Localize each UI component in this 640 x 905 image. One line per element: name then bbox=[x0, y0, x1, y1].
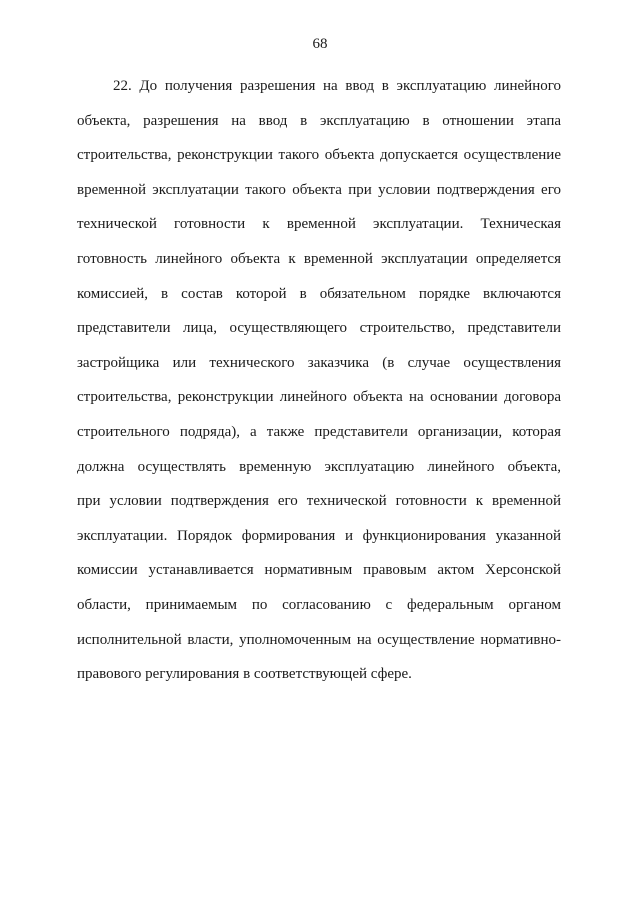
paragraph-line: строительства, реконструкции линейного объекта на основании договора bbox=[77, 389, 561, 406]
paragraph-22 bbox=[77, 69, 561, 692]
paragraph-line: комиссии устанавливается нормативным правовым актом Херсонской bbox=[77, 562, 561, 579]
paragraph-line: комиссией, в состав которой в обязательном порядке включаются bbox=[77, 285, 561, 302]
paragraph-line: строительства, реконструкции такого объекта допускается осуществление bbox=[77, 147, 561, 164]
paragraph-line: 22. До получения разрешения на ввод в эксплуатацию линейного bbox=[113, 78, 561, 94]
paragraph-line: объекта, разрешения на ввод в эксплуатацию в отношении этапа bbox=[77, 112, 561, 129]
paragraph-line: застройщика или технического заказчика (в случае осуществления bbox=[77, 354, 561, 371]
paragraph-line: при условии подтверждения его технической готовности к временной bbox=[77, 493, 561, 510]
paragraph-line: эксплуатации. Порядок формирования и функционирования указанной bbox=[77, 527, 561, 544]
paragraph-line: правового регулирования в соответствующей сфере. bbox=[77, 666, 412, 683]
paragraph-line: технической готовности к временной эксплуатации. Техническая bbox=[77, 216, 561, 233]
paragraph-line: строительного подряда), а также представители организации, которая bbox=[77, 423, 561, 440]
paragraph-line: готовность линейного объекта к временной эксплуатации определяется bbox=[77, 250, 561, 267]
paragraph-line: временной эксплуатации такого объекта при условии подтверждения его bbox=[77, 181, 561, 198]
paragraph-line: должна осуществлять временную эксплуатацию линейного объекта, bbox=[77, 458, 561, 475]
paragraph-line: исполнительной власти, уполномоченным на осуществление нормативно- bbox=[77, 631, 561, 648]
page-number: 68 bbox=[312, 36, 328, 52]
paragraph-line: области, принимаемым по согласованию с федеральным органом bbox=[77, 596, 561, 613]
paragraph-line: представители лица, осуществляющего строительство, представители bbox=[77, 320, 561, 337]
